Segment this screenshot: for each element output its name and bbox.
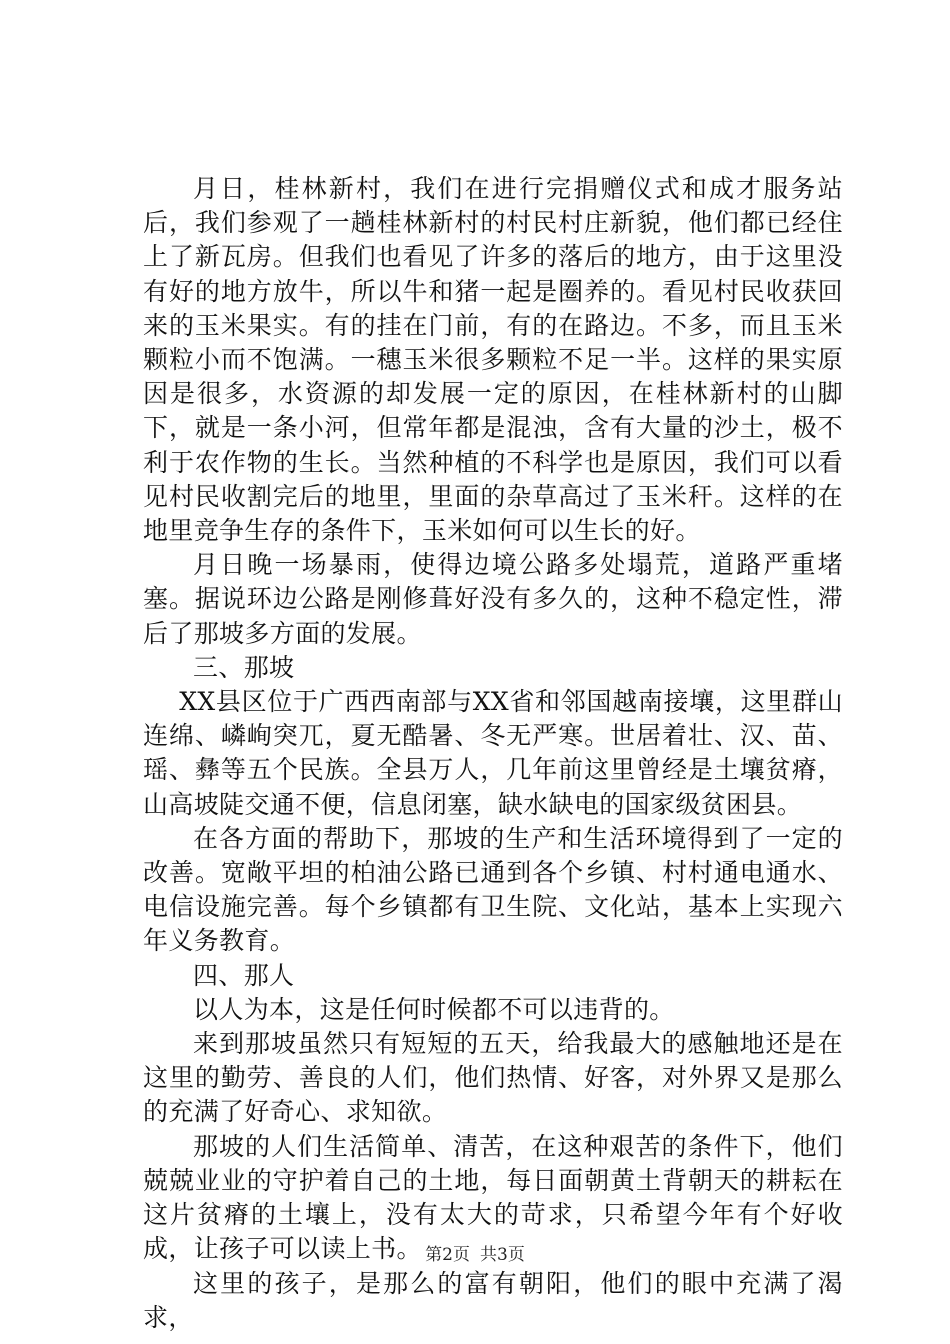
paragraph-guilin-village: 月日，桂林新村，我们在进行完捐赠仪式和成才服务站后，我们参观了一趟桂林新村的村民村庄新貌，他们都已经住上了新瓦房。但我们也看见了许多的落后的地方，由于这里没有好的地方放牛，所以牛和猪一起是圈养的。看见村民收获回来的玉米果实。有的挂在门前，有的在路边。不多，而且玉米颗粒小而不饱满。一穗玉米很多颗粒不足一半。这样的果实原因是很多，水资源的却发展一定的原因，在桂林新村的山脚下，就是一条小河，但常年都是混浊，含有大量的沙土，极不利于农作物的生长。当然种植的不科学也是原因，我们可以看见村民收割完后的地里，里面的杂草高过了玉米秆。这样的在地里竞争生存的条件下，玉米如何可以生长的好。 xyxy=(143,174,843,546)
page-number: 第2页 xyxy=(425,1245,470,1265)
document-body xyxy=(143,172,843,1335)
paragraph-children: 这里的孩子，是那么的富有朝阳，他们的眼中充满了渴求， xyxy=(143,1268,843,1332)
paragraph-five-days: 来到那坡虽然只有短短的五天，给我最大的感触地还是在这里的勤劳、善良的人们，他们热情、好客，对外界又是那么的充满了好奇心、求知欲。 xyxy=(143,1029,843,1127)
paragraph-rainstorm: 月日晚一场暴雨，使得边境公路多处塌荒，道路严重堵塞。据说环边公路是刚修葺好没有多久的，这种不稳定性，滞后了那坡多方面的发展。 xyxy=(143,550,843,648)
paragraph-simple-life: 那坡的人们生活简单、清苦，在这种艰苦的条件下，他们兢兢业业的守护着自己的土地，每日面朝黄土背朝天的耕耘在这片贫瘠的土壤上，没有太大的苛求，只希望今年有个好收成，让孩子可以读上书。 xyxy=(143,1131,843,1264)
paragraph-people-oriented: 以人为本，这是任何时候都不可以违背的。 xyxy=(193,994,675,1024)
section-heading-people: 四、那人 xyxy=(193,960,295,990)
section-heading-napo: 三、那坡 xyxy=(193,652,295,682)
paragraph-improvements: 在各方面的帮助下，那坡的生产和生活环境得到了一定的改善。宽敞平坦的柏油公路已通到各个乡镇、村村通电通水、电信设施完善。每个乡镇都有卫生院、文化站，基本上实现六年义务教育。 xyxy=(143,823,843,956)
page-total: 共3页 xyxy=(480,1245,525,1265)
paragraph-county-intro: XX县区位于广西西南部与XX省和邻国越南接壤，这里群山连绵、嶙峋突兀，夏无酷暑、冬无严寒。世居着壮、汉、苗、瑶、彝等五个民族。全县万人，几年前这里曾经是土壤贫瘠，山高坡陡交通不便，信息闭塞，缺水缺电的国家级贫困县。 xyxy=(143,687,843,819)
page-footer xyxy=(0,1244,950,1266)
